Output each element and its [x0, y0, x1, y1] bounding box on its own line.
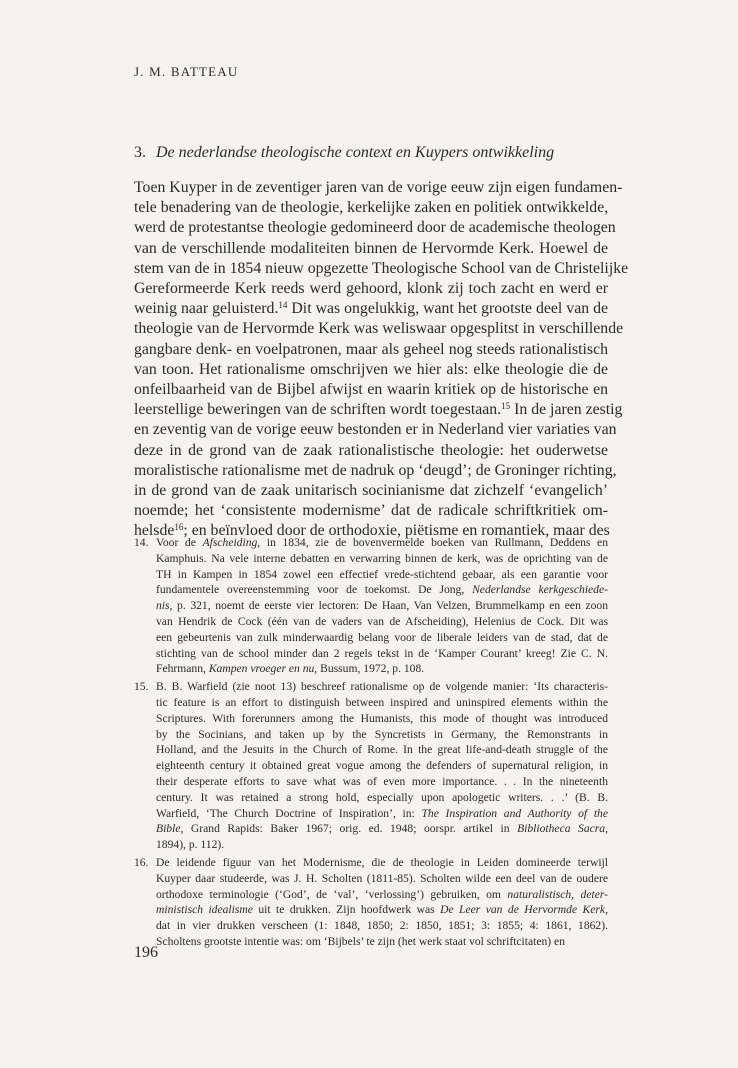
footnote-line: Bible, Grand Rapids: Baker 1967; orig. ed. 1948; oorspr. artikel in Bibliotheca Sacra, — [156, 822, 608, 836]
footnote-line: century. It was retained a strong hold, especially upon apologetic writers. . .’ (B. B. — [156, 790, 608, 804]
section-heading — [134, 144, 634, 162]
footnote-line: fundamentele overeenstemming voor de toekomst. De Jong, Nederlandse kerkgeschiede- — [156, 583, 608, 597]
body-line: weinig naar geluisterd.$^{14}$ Dit was ongelukkig, want het grootste deel van de — [134, 300, 609, 318]
footnote-line: Kuyper daar studeerde, was J. H. Scholten (1811-85). Scholten wilde een deel van de oudere — [156, 871, 608, 885]
body-line: onfeilbaarheid van de Bijbel afwijst en waarin kritiek op de historische en — [134, 381, 608, 399]
footnote-14 — [134, 535, 608, 677]
footnote-line: nis, p. 321, noemt de eerste vier lectoren: De Haan, Van Velzen, Brummelkamp en een zoon — [156, 599, 608, 613]
footnote-number: 15. — [134, 680, 149, 694]
footnote-line: by the Socinians, and taken up by the Syncretists in Germany, the Remonstrants in — [156, 727, 608, 741]
running-head: J. M. BATTEAU — [134, 64, 239, 79]
footnote-line: stichting van de school minder dan 2 regels tekst in de ‘Kamper Courant’ kreeg! Zie C. N. — [156, 646, 608, 660]
body-line: deze in de grond van de zaak rationalistische theologie: het ouderwetse — [134, 441, 608, 459]
body-line: Gereformeerde Kerk reeds werd gehoord, klonk zij toch zacht en werd er — [134, 280, 608, 298]
body-line: van toon. Het rationalisme omschrijven we hier als: elke theologie die de — [134, 360, 608, 378]
footnote-line: dat in vier drukken verscheen (1: 1848, 1850; 2: 1850, 1851; 3: 1855; 4: 1861, 1862). — [156, 919, 608, 933]
footnote-number: 14. — [134, 536, 149, 549]
footnote-line: ministisch idealisme uit te drukken. Zijn hoofdwerk was De Leer van de Hervormde Kerk, — [156, 903, 608, 917]
body-line: noemde; het ‘consistente modernisme’ dat de radicale schriftkritiek om- — [134, 502, 608, 520]
footnote-line: Voor de Afscheiding, in 1834, zie de bovenvermelde boeken van Rullmann, Deddens en — [156, 536, 608, 549]
footnote-line: their desperate efforts to save what was of even more importance. . . In the nineteenth — [156, 774, 608, 788]
footnote-reference[interactable]: 16 — [174, 522, 184, 533]
body-line: Toen Kuyper in de zeventiger jaren van de vorige eeuw zijn eigen fundamen- — [134, 179, 623, 196]
footnote-line: B. B. Warfield (zie noot 13) beschreef rationalisme op de volgende manier: ‘Its characteris- — [156, 680, 608, 694]
body-line: van de verschillende modaliteiten binnen de Hervormde Kerk. Hoewel de — [134, 239, 608, 257]
body-paragraph — [134, 178, 629, 542]
footnote-line: Fehrmann, Kampen vroeger en nu, Bussum, 1972, p. 108. — [156, 662, 425, 676]
section-number: 3. — [134, 144, 146, 161]
section-title: De nederlandse theologische context en Kuypers ontwikkeling — [156, 144, 555, 161]
footnote-line: Scholtens grootste intentie was: om ‘Bijbels’ te zijn (het werk staat vol schriftcitaten) en — [156, 934, 565, 948]
footnote-line: van Hendrik de Cock (één van de vaders van de Afscheiding), Helenius de Cock. Dit was — [156, 614, 608, 628]
page-number: 196 — [134, 944, 158, 961]
footnote-15 — [134, 679, 608, 853]
footnote-line: TH in Kampen in 1854 zowel een effectief vrede-stichtend gebaar, als een garantie voor — [156, 567, 608, 581]
body-line: gangbare denk- en voelpatronen, maar als geheel nog steeds rationalistisch — [134, 340, 608, 358]
footnote-line: De leidende figuur van het Modernisme, die de theologie in Leiden domineerde terwijl — [156, 855, 608, 869]
body-line: en zeventig van de vorige eeuw bestonden er in Nederland vier variaties van — [134, 421, 617, 439]
body-line: moralistische rationalisme met de nadruk op ‘deugd’; de Groninger richting, — [134, 461, 617, 479]
body-line: helsde$^{16}$; en beïnvloed door de orthodoxie, piëtisme en romantiek, maar des — [134, 522, 610, 540]
footnote-line: Warfield, ‘The Church Doctrine of Inspiration’, in: The Inspiration and Authority of the — [156, 806, 608, 820]
body-line: in de grond van de zaak unitarisch socinianisme dat zichzelf ‘evangelich’ — [134, 482, 608, 500]
footnote-line: Scriptures. With forerunners among the Humanists, this mode of thought was introduced — [156, 711, 608, 725]
footnote-line: Holland, and the Jesuits in the Church of Rome. In the great life-and-death struggle of the — [156, 743, 608, 757]
footnote-reference[interactable]: 14 — [278, 300, 288, 311]
footnote-line: eighteenth century it obtained great vogue among the defenders of supernatural religion, in — [156, 759, 608, 773]
footnote-16 — [134, 855, 608, 950]
body-line: werd de protestantse theologie gedomineerd door de academische theologen — [134, 219, 616, 237]
body-line: tele benadering van de theologie, kerkelijke zaken en politiek ontwikkelde, — [134, 199, 609, 217]
footnote-number: 16. — [134, 855, 149, 869]
footnote-line: orthodoxe terminologie (‘God’, de ‘val’, ‘verlossing’) gebruiken, om naturalistisch, deter- — [156, 887, 608, 901]
footnote-line: Kamphuis. Na vele interne debatten en verwarring binnen de kerk, was de oprichting van de — [156, 551, 608, 565]
footnote-line: tic feature is an effort to distinguish between inspired and uninspired elements within the — [156, 695, 608, 709]
body-line: stem van de in 1854 nieuw opgezette Theologische School van de Christelijke — [134, 259, 629, 277]
body-line: leerstellige beweringen van de schriften wordt toegestaan.$^{15}$ In de jaren zestig — [134, 401, 623, 419]
footnote-reference[interactable]: 15 — [501, 401, 511, 412]
footnotes — [134, 535, 608, 952]
body-line: theologie van de Hervormde Kerk was weliswaar opgesplitst in verschillende — [134, 320, 624, 338]
footnote-line: 1894), p. 112). — [156, 838, 225, 852]
footnote-line: een gebeurtenis van zulk minderwaardig belang voor de liberale leiders van de stad, dat de — [156, 630, 608, 644]
